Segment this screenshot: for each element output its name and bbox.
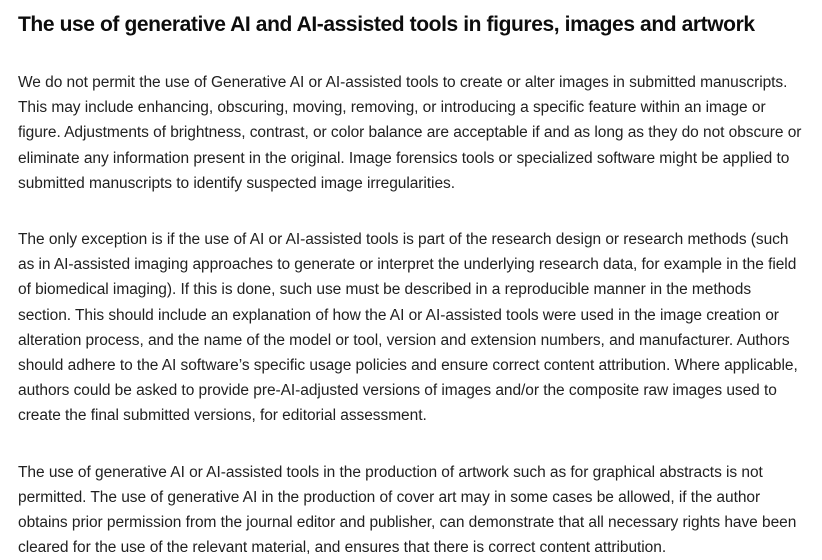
policy-paragraph-image-manipulation: We do not permit the use of Generative AI or AI-assisted tools to create or alter images in submitted manuscripts. This may include enhancing, obscuring, moving, removing, or introducing a specific feature within an image or figure. Adjustments of brightness, contrast, or color balance are acceptable if and as long as they do not obscure or eliminate any information present in the original. Image forensics tools or specialized software might be applied to submitted manuscripts to identify suspected image irregularities. <box>18 74 802 192</box>
policy-paragraph-research-exception: The only exception is if the use of AI or AI-assisted tools is part of the research design or research methods (such as in AI-assisted imaging approaches to generate or interpret the underlying research data, for example in the field of biomedical imaging). If this is done, such use must be described in a reproducible manner in the methods section. This should include an explanation of how the AI or AI-assisted tools were used in the image creation or alteration process, and the name of the model or tool, version and extension numbers, and manufacturer. Authors should adhere to the AI software’s specific usage policies and ensure correct content attribution. Where applicable, authors could be asked to provide pre-AI-adjusted versions of images and/or the composite raw images used to create the final submitted versions, for editorial assessment. <box>18 231 798 425</box>
page-title: The use of generative AI and AI-assisted tools in figures, images and artwork <box>18 13 755 36</box>
policy-paragraph-artwork: The use of generative AI or AI-assisted tools in the production of artwork such as for graphical abstracts is not permitted. The use of generative AI in the production of cover art may in some cases be allowed, if the author obtains prior permission from the journal editor and publisher, can demonstrate that all necessary rights have been cleared for the use of the relevant material, and ensures that there is correct content attribution. <box>18 463 797 557</box>
